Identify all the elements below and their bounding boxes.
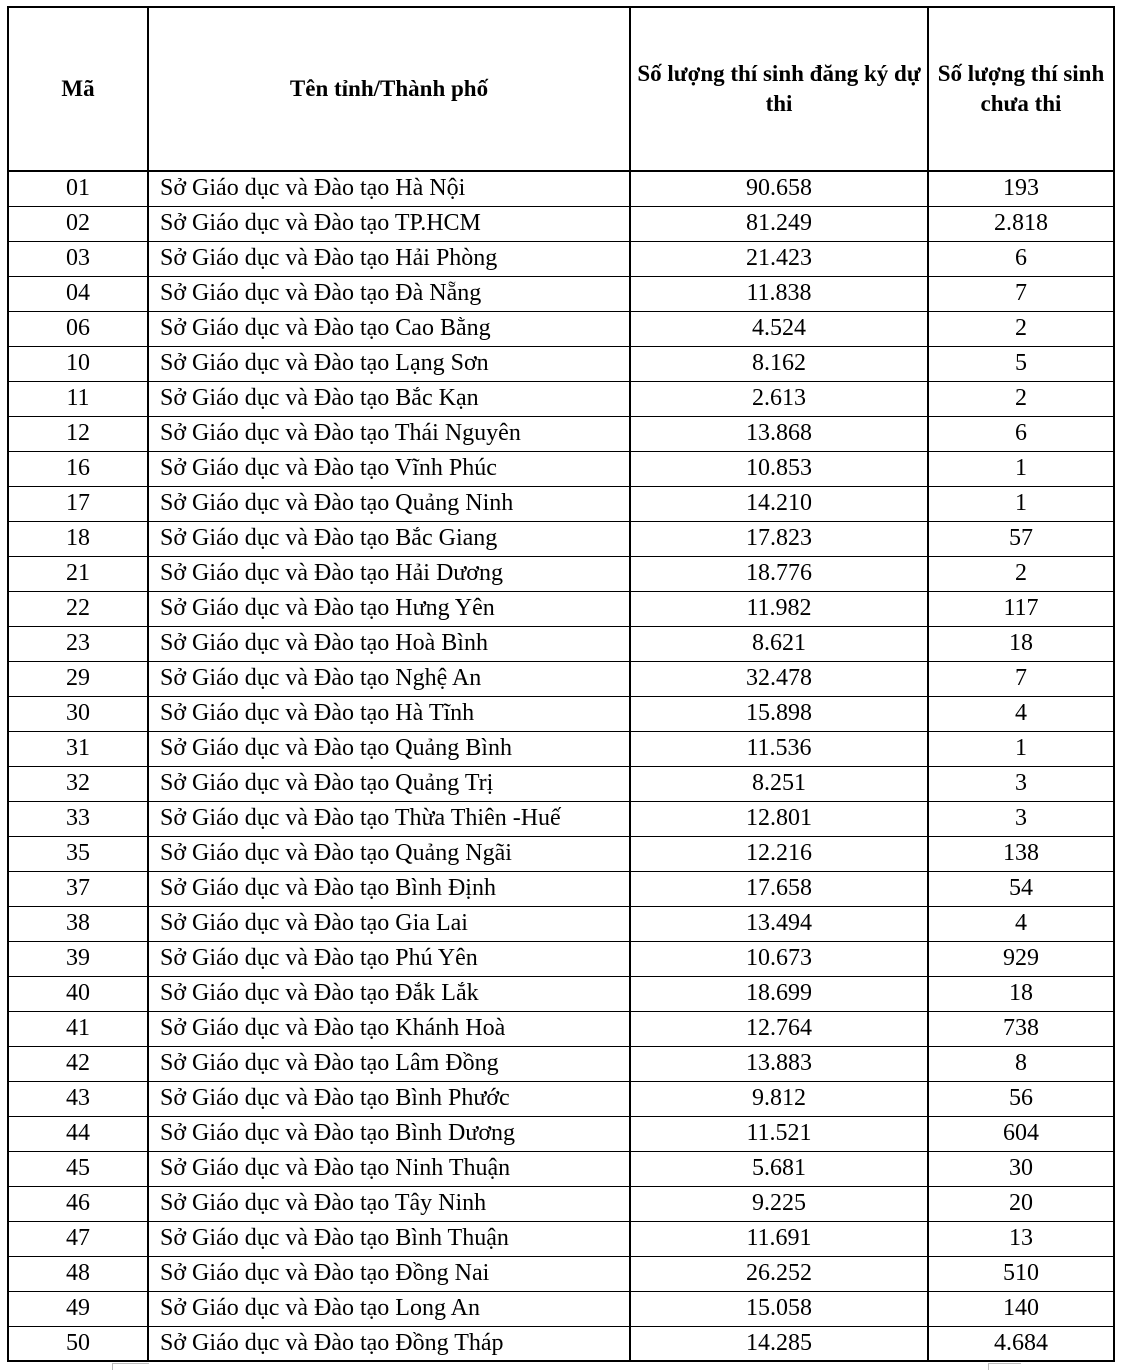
cell-code: 35 <box>8 836 148 871</box>
cell-province: Sở Giáo dục và Đào tạo Đồng Tháp <box>148 1326 630 1361</box>
cell-absent: 510 <box>928 1256 1114 1291</box>
cell-absent: 18 <box>928 626 1114 661</box>
cell-province: Sở Giáo dục và Đào tạo Bắc Kạn <box>148 381 630 416</box>
cell-registered: 10.673 <box>630 941 928 976</box>
table-row <box>8 836 1114 871</box>
cell-registered: 8.251 <box>630 766 928 801</box>
cell-code: 37 <box>8 871 148 906</box>
cell-registered: 81.249 <box>630 206 928 241</box>
cell-absent: 7 <box>928 661 1114 696</box>
cell-code: 32 <box>8 766 148 801</box>
cell-code: 43 <box>8 1081 148 1116</box>
cell-code: 30 <box>8 696 148 731</box>
cell-code: 40 <box>8 976 148 1011</box>
cell-code: 47 <box>8 1221 148 1256</box>
table-row <box>8 206 1114 241</box>
cell-province: Sở Giáo dục và Đào tạo Thừa Thiên -Huế <box>148 801 630 836</box>
cell-province: Sở Giáo dục và Đào tạo Đà Nẵng <box>148 276 630 311</box>
cell-registered: 11.521 <box>630 1116 928 1151</box>
cell-registered: 4.524 <box>630 311 928 346</box>
cell-registered: 17.823 <box>630 521 928 556</box>
cell-code: 18 <box>8 521 148 556</box>
cell-code: 42 <box>8 1046 148 1081</box>
cell-code: 21 <box>8 556 148 591</box>
cell-absent: 3 <box>928 801 1114 836</box>
cell-absent: 6 <box>928 416 1114 451</box>
cell-province: Sở Giáo dục và Đào tạo Gia Lai <box>148 906 630 941</box>
cell-absent: 18 <box>928 976 1114 1011</box>
cell-code: 02 <box>8 206 148 241</box>
cell-registered: 15.058 <box>630 1291 928 1326</box>
cell-absent: 4 <box>928 696 1114 731</box>
cell-province: Sở Giáo dục và Đào tạo Hà Tĩnh <box>148 696 630 731</box>
cell-code: 50 <box>8 1326 148 1361</box>
cell-code: 10 <box>8 346 148 381</box>
table-row <box>8 591 1114 626</box>
cell-province: Sở Giáo dục và Đào tạo Vĩnh Phúc <box>148 451 630 486</box>
cell-code: 01 <box>8 171 148 206</box>
cell-absent: 117 <box>928 591 1114 626</box>
header-code: Mã <box>8 7 148 171</box>
cell-code: 31 <box>8 731 148 766</box>
cell-registered: 5.681 <box>630 1151 928 1186</box>
cell-absent: 20 <box>928 1186 1114 1221</box>
table-row <box>8 801 1114 836</box>
cell-province: Sở Giáo dục và Đào tạo Quảng Bình <box>148 731 630 766</box>
cell-absent: 2.818 <box>928 206 1114 241</box>
table-row <box>8 1291 1114 1326</box>
table-row <box>8 976 1114 1011</box>
table-body <box>8 171 1114 1361</box>
cell-province: Sở Giáo dục và Đào tạo Bình Định <box>148 871 630 906</box>
cell-absent: 1 <box>928 486 1114 521</box>
header-registered: Số lượng thí sinh đăng ký dự thi <box>630 7 928 171</box>
cell-province: Sở Giáo dục và Đào tạo Bình Dương <box>148 1116 630 1151</box>
cell-province: Sở Giáo dục và Đào tạo Long An <box>148 1291 630 1326</box>
cell-absent: 738 <box>928 1011 1114 1046</box>
table-row <box>8 941 1114 976</box>
cell-province: Sở Giáo dục và Đào tạo Bình Thuận <box>148 1221 630 1256</box>
cell-code: 39 <box>8 941 148 976</box>
table-row <box>8 661 1114 696</box>
cell-absent: 2 <box>928 311 1114 346</box>
table-row <box>8 766 1114 801</box>
cell-registered: 15.898 <box>630 696 928 731</box>
cell-absent: 138 <box>928 836 1114 871</box>
cell-registered: 26.252 <box>630 1256 928 1291</box>
cell-code: 29 <box>8 661 148 696</box>
cell-province: Sở Giáo dục và Đào tạo Cao Bằng <box>148 311 630 346</box>
cell-province: Sở Giáo dục và Đào tạo Quảng Ninh <box>148 486 630 521</box>
cell-absent: 2 <box>928 556 1114 591</box>
cell-code: 04 <box>8 276 148 311</box>
cell-code: 41 <box>8 1011 148 1046</box>
table-header-row <box>8 7 1114 171</box>
cell-code: 45 <box>8 1151 148 1186</box>
cell-code: 12 <box>8 416 148 451</box>
table-row <box>8 1256 1114 1291</box>
cell-registered: 21.423 <box>630 241 928 276</box>
table-row <box>8 276 1114 311</box>
table-row <box>8 1186 1114 1221</box>
cell-registered: 14.210 <box>630 486 928 521</box>
table-row <box>8 521 1114 556</box>
cell-code: 48 <box>8 1256 148 1291</box>
cell-code: 44 <box>8 1116 148 1151</box>
cell-registered: 11.982 <box>630 591 928 626</box>
cell-province: Sở Giáo dục và Đào tạo Nghệ An <box>148 661 630 696</box>
cell-code: 49 <box>8 1291 148 1326</box>
cell-absent: 7 <box>928 276 1114 311</box>
table-row <box>8 1326 1114 1361</box>
cell-absent: 1 <box>928 731 1114 766</box>
cell-absent: 4 <box>928 906 1114 941</box>
cell-absent: 3 <box>928 766 1114 801</box>
cell-code: 22 <box>8 591 148 626</box>
cell-registered: 11.691 <box>630 1221 928 1256</box>
cell-province: Sở Giáo dục và Đào tạo Khánh Hoà <box>148 1011 630 1046</box>
cell-province: Sở Giáo dục và Đào tạo Hưng Yên <box>148 591 630 626</box>
cell-registered: 17.658 <box>630 871 928 906</box>
cell-absent: 929 <box>928 941 1114 976</box>
header-absent: Số lượng thí sinh chưa thi <box>928 7 1114 171</box>
table-row <box>8 486 1114 521</box>
cell-absent: 2 <box>928 381 1114 416</box>
cell-absent: 5 <box>928 346 1114 381</box>
cell-province: Sở Giáo dục và Đào tạo Lạng Sơn <box>148 346 630 381</box>
cell-registered: 13.868 <box>630 416 928 451</box>
cell-registered: 8.621 <box>630 626 928 661</box>
cell-absent: 54 <box>928 871 1114 906</box>
candidates-table <box>7 6 1115 1362</box>
table-row <box>8 1151 1114 1186</box>
table-row <box>8 311 1114 346</box>
cell-province: Sở Giáo dục và Đào tạo Hoà Bình <box>148 626 630 661</box>
cell-absent: 57 <box>928 521 1114 556</box>
cell-registered: 11.536 <box>630 731 928 766</box>
cell-registered: 14.285 <box>630 1326 928 1361</box>
cell-province: Sở Giáo dục và Đào tạo Ninh Thuận <box>148 1151 630 1186</box>
cell-absent: 604 <box>928 1116 1114 1151</box>
cell-absent: 56 <box>928 1081 1114 1116</box>
cell-registered: 11.838 <box>630 276 928 311</box>
cell-province: Sở Giáo dục và Đào tạo Lâm Đồng <box>148 1046 630 1081</box>
cell-province: Sở Giáo dục và Đào tạo Bắc Giang <box>148 521 630 556</box>
cell-registered: 2.613 <box>630 381 928 416</box>
cell-province: Sở Giáo dục và Đào tạo TP.HCM <box>148 206 630 241</box>
cell-code: 46 <box>8 1186 148 1221</box>
cell-registered: 9.225 <box>630 1186 928 1221</box>
table-row <box>8 416 1114 451</box>
cell-registered: 18.776 <box>630 556 928 591</box>
cell-province: Sở Giáo dục và Đào tạo Hà Nội <box>148 171 630 206</box>
cell-province: Sở Giáo dục và Đào tạo Bình Phước <box>148 1081 630 1116</box>
cell-absent: 13 <box>928 1221 1114 1256</box>
cell-province: Sở Giáo dục và Đào tạo Quảng Ngãi <box>148 836 630 871</box>
cell-registered: 32.478 <box>630 661 928 696</box>
cell-province: Sở Giáo dục và Đào tạo Tây Ninh <box>148 1186 630 1221</box>
cell-registered: 9.812 <box>630 1081 928 1116</box>
table-row <box>8 451 1114 486</box>
table-row <box>8 871 1114 906</box>
cell-code: 16 <box>8 451 148 486</box>
table-row <box>8 1116 1114 1151</box>
cell-code: 17 <box>8 486 148 521</box>
cell-province: Sở Giáo dục và Đào tạo Thái Nguyên <box>148 416 630 451</box>
cell-province: Sở Giáo dục và Đào tạo Đồng Nai <box>148 1256 630 1291</box>
cell-code: 33 <box>8 801 148 836</box>
table-row <box>8 556 1114 591</box>
cell-absent: 30 <box>928 1151 1114 1186</box>
table-row <box>8 346 1114 381</box>
cell-registered: 8.162 <box>630 346 928 381</box>
cell-registered: 90.658 <box>630 171 928 206</box>
cell-absent: 4.684 <box>928 1326 1114 1361</box>
cell-absent: 140 <box>928 1291 1114 1326</box>
cell-registered: 13.494 <box>630 906 928 941</box>
cell-province: Sở Giáo dục và Đào tạo Hải Dương <box>148 556 630 591</box>
cell-code: 11 <box>8 381 148 416</box>
cell-registered: 12.801 <box>630 801 928 836</box>
cell-registered: 10.853 <box>630 451 928 486</box>
table-row <box>8 626 1114 661</box>
cell-registered: 13.883 <box>630 1046 928 1081</box>
cell-code: 06 <box>8 311 148 346</box>
table-row <box>8 696 1114 731</box>
table-row <box>8 1011 1114 1046</box>
cell-code: 03 <box>8 241 148 276</box>
cell-province: Sở Giáo dục và Đào tạo Đắk Lắk <box>148 976 630 1011</box>
cell-registered: 12.216 <box>630 836 928 871</box>
cell-province: Sở Giáo dục và Đào tạo Hải Phòng <box>148 241 630 276</box>
cell-province: Sở Giáo dục và Đào tạo Quảng Trị <box>148 766 630 801</box>
table-row <box>8 381 1114 416</box>
table-row <box>8 906 1114 941</box>
cell-registered: 18.699 <box>630 976 928 1011</box>
header-province: Tên tỉnh/Thành phố <box>148 7 630 171</box>
cell-code: 23 <box>8 626 148 661</box>
cell-absent: 1 <box>928 451 1114 486</box>
table-row <box>8 1046 1114 1081</box>
table-row <box>8 171 1114 206</box>
cell-absent: 8 <box>928 1046 1114 1081</box>
table-row <box>8 241 1114 276</box>
table-row <box>8 1221 1114 1256</box>
cell-province: Sở Giáo dục và Đào tạo Phú Yên <box>148 941 630 976</box>
table-row <box>8 731 1114 766</box>
cell-code: 38 <box>8 906 148 941</box>
cell-registered: 12.764 <box>630 1011 928 1046</box>
cell-absent: 6 <box>928 241 1114 276</box>
table-row <box>8 1081 1114 1116</box>
cell-absent: 193 <box>928 171 1114 206</box>
